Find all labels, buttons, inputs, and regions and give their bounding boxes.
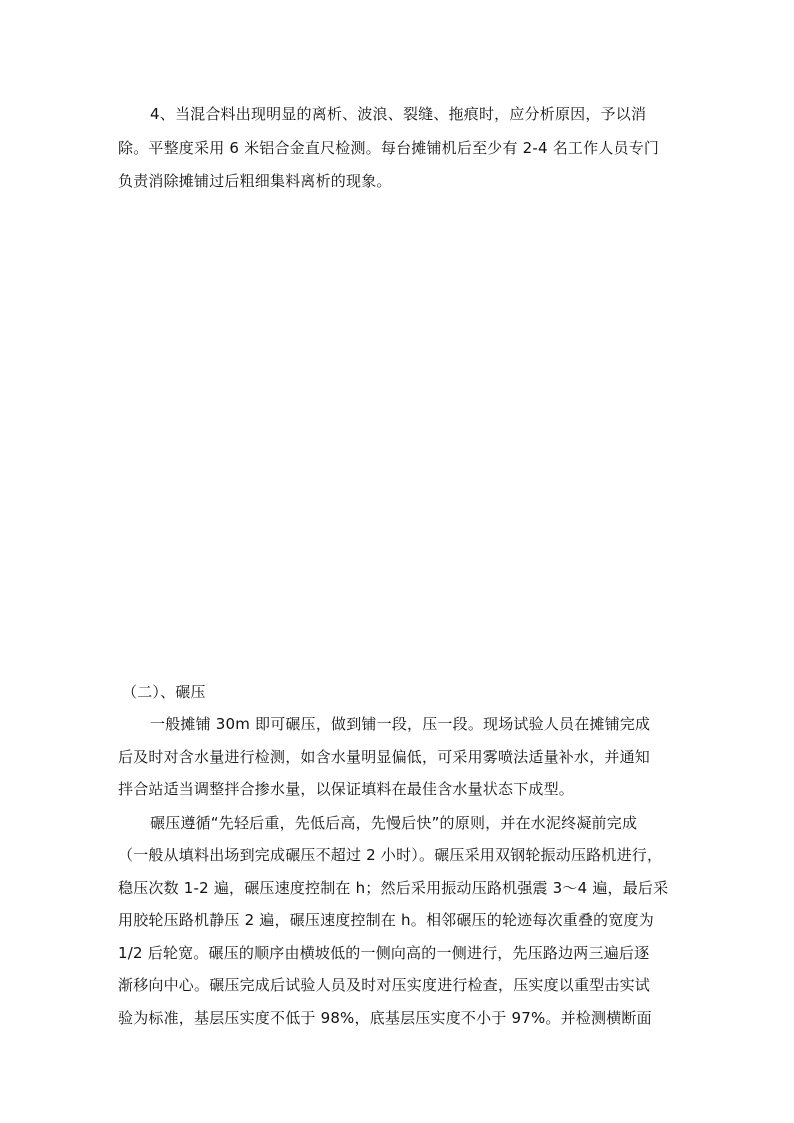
rolling-para2-line-4: 用胶轮压路机静压 2 遍，碾压速度控制在 h。相邻碾压的轮迹每次重叠的宽度为 [118,911,654,929]
paragraph-4-line-1: 4、当混合料出现明显的离析、波浪、裂缝、拖痕时，应分析原因，予以消 [150,105,647,123]
rolling-para1-line-3: 拌合站适当调整拌合掺水量，以保证填料在最佳含水量状态下成型。 [118,780,575,798]
rolling-para2-line-7: 验为标准，基层压实度不低于 98%，底基层压实度不小于 97%。并检测横断面 [118,1009,652,1027]
rolling-para2-line-6: 渐移向中心。碾压完成后试验人员及时对压实度进行检查，压实度以重型击实试 [118,976,651,994]
rolling-para2-line-5: 1/2 后轮宽。碾压的顺序由横坡低的一侧向高的一侧进行，先压路边两三遍后逐 [118,944,650,962]
rolling-para1-line-2: 后及时对含水量进行检测，如含水量明显偏低，可采用雾喷法适量补水，并通知 [118,748,651,766]
rolling-para2-line-1: 碾压遵循“先轻后重，先低后高，先慢后快”的原则，并在水泥终凝前完成 [150,814,638,832]
section-heading-rolling: （二）、碾压 [122,683,206,701]
paragraph-4-line-3: 负责消除摊铺过后粗细集料离析的现象。 [118,172,392,190]
rolling-para2-line-2: （一般从填料出场到完成碾压不超过 2 小时）。碾压采用双钢轮振动压路机进行， [118,846,663,864]
rolling-para2-line-3: 稳压次数 1-2 遍，碾压速度控制在 h；然后采用振动压路机强震 3～4 遍，最后采 [118,879,669,897]
paragraph-4-line-2: 除。平整度采用 6 米铝合金直尺检测。每台摊铺机后至少有 2-4 名工作人员专门 [118,139,660,157]
rolling-para1-line-1: 一般摊铺 30m 即可碾压，做到铺一段，压一段。现场试验人员在摊铺完成 [150,715,651,733]
